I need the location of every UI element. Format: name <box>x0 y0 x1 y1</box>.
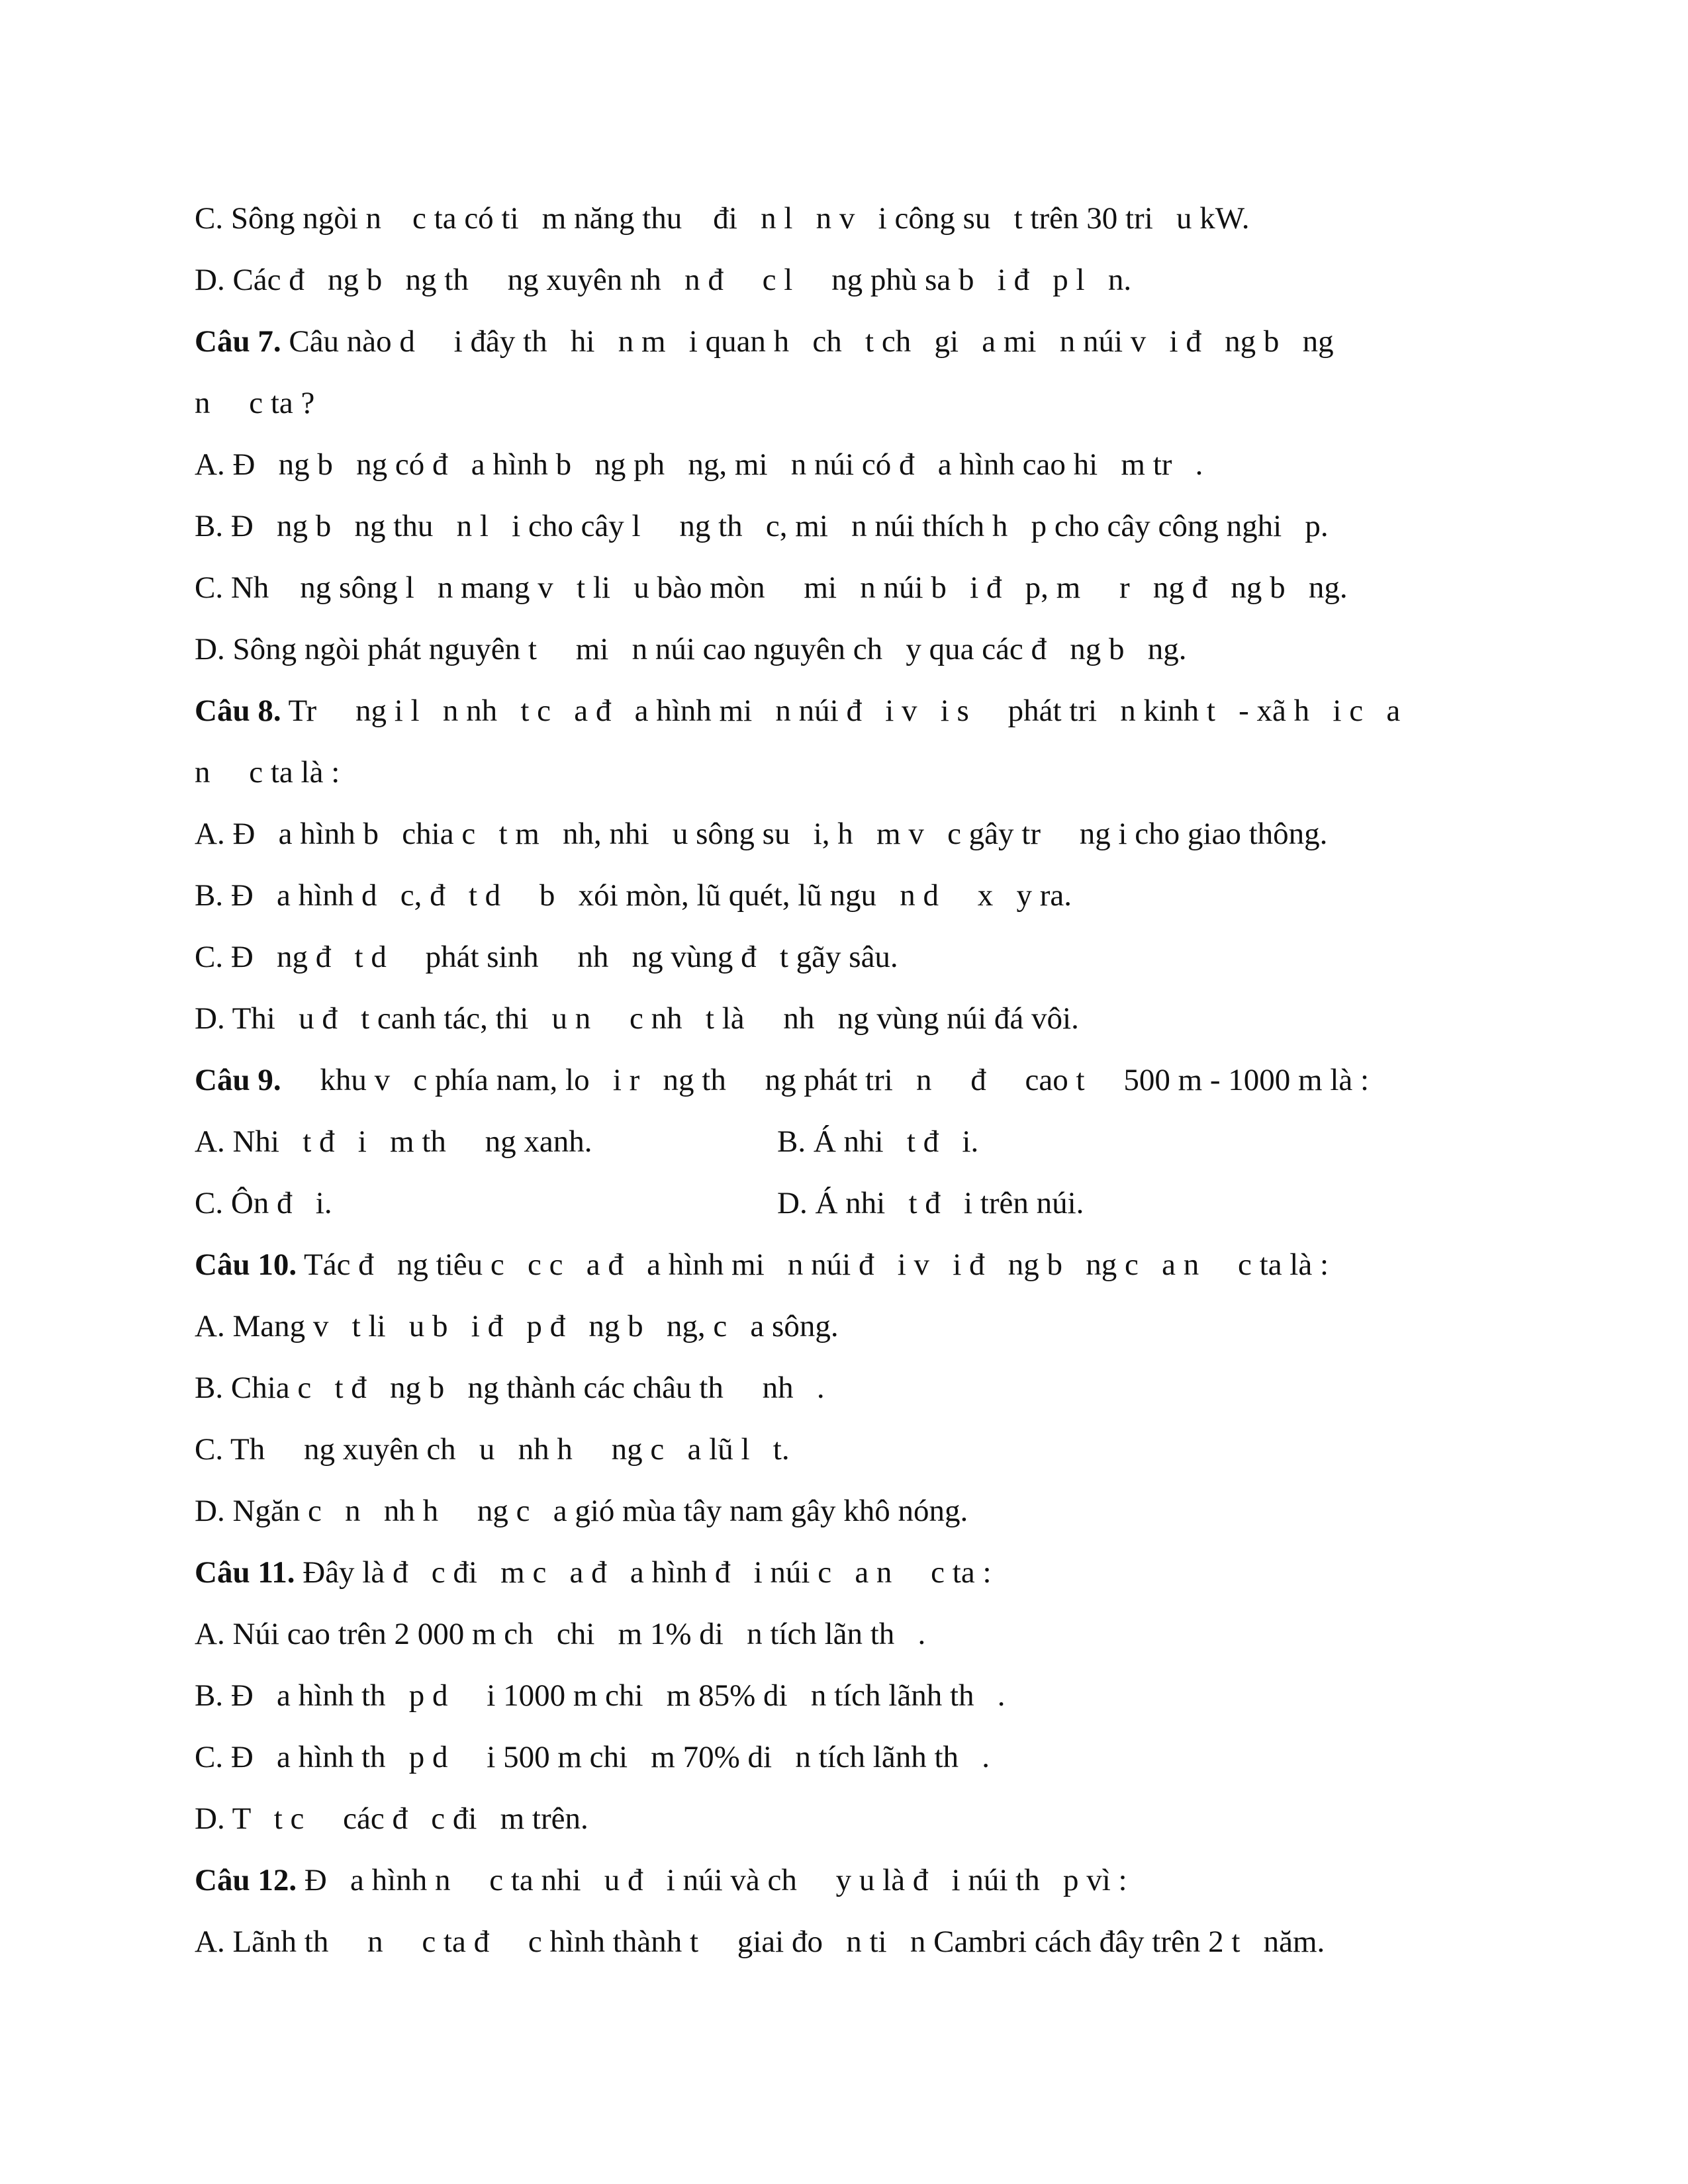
text-line <box>195 1665 1505 1727</box>
line-text: D. Các đ ng b ng th ng xuyên nh n đ c l ng phù sa b i đ p l n. <box>195 263 1132 297</box>
text-line <box>195 1911 1505 1973</box>
line-text: n c ta là : <box>195 755 340 790</box>
line-text: Tác đ ng tiêu c c c a đ a hình mi n núi đ i v i đ ng b ng c a n c ta là : <box>297 1248 1329 1282</box>
line-text: D. Ngăn c n nh h ng c a gió mùa tây nam gây khô nóng. <box>195 1494 968 1528</box>
text-line <box>195 1604 1505 1665</box>
text-line <box>195 619 1505 680</box>
line-text: D. Sông ngòi phát nguyên t mi n núi cao nguyên ch y qua các đ ng b ng. <box>195 632 1187 666</box>
text-line <box>195 1234 1505 1296</box>
text-line <box>195 1296 1505 1357</box>
option-b: B. Á nhi t đ i. <box>777 1124 979 1159</box>
question-label: Câu 7. <box>195 324 281 359</box>
line-text: A. Mang v t li u b i đ p đ ng b ng, c a sông. <box>195 1309 839 1343</box>
text-line <box>195 988 1505 1050</box>
line-text: B. Đ ng b ng thu n l i cho cây l ng th c, mi n núi thích h p cho cây công nghi p. <box>195 509 1329 543</box>
line-text: D. Thi u đ t canh tác, thi u n c nh t là nh ng vùng núi đá vôi. <box>195 1001 1079 1036</box>
line-text: B. Chia c t đ ng b ng thành các châu th nh . <box>195 1371 825 1405</box>
option-d: D. Á nhi t đ i trên núi. <box>777 1186 1084 1220</box>
line-text: B. Đ a hình th p d i 1000 m chi m 85% di n tích lãnh th . <box>195 1678 1006 1713</box>
line-text: A. Đ ng b ng có đ a hình b ng ph ng, mi n núi có đ a hình cao hi m tr . <box>195 447 1203 482</box>
line-text: khu v c phía nam, lo i r ng th ng phát tri n đ cao t 500 m - 1000 m là : <box>281 1063 1370 1097</box>
text-line <box>195 188 1505 250</box>
text-line <box>195 742 1505 803</box>
text-line <box>195 557 1505 619</box>
text-line <box>195 1419 1505 1480</box>
question-text-block <box>195 188 1505 1973</box>
text-line <box>195 803 1505 865</box>
line-text: C. Đ ng đ t d phát sinh nh ng vùng đ t gãy sâu. <box>195 940 898 974</box>
line-text: C. Th ng xuyên ch u nh h ng c a lũ l t. <box>195 1432 790 1467</box>
option-a: A. Nhi t đ i m th ng xanh. <box>195 1124 592 1159</box>
text-line <box>195 927 1505 988</box>
text-line <box>195 1788 1505 1850</box>
text-line <box>195 373 1505 434</box>
line-text: Đ a hình n c ta nhi u đ i núi và ch y u là đ i núi th p vì : <box>297 1863 1127 1897</box>
option-row <box>195 1173 1505 1234</box>
text-line <box>195 1542 1505 1604</box>
option-c: C. Ôn đ i. <box>195 1186 332 1220</box>
question-label: Câu 8. <box>195 694 281 728</box>
line-text: Đây là đ c đi m c a đ a hình đ i núi c a n c ta : <box>295 1555 992 1590</box>
text-line <box>195 1357 1505 1419</box>
text-line <box>195 1727 1505 1788</box>
line-text: C. Sông ngòi n c ta có ti m năng thu đi n l n v i công su t trên 30 tri u kW. <box>195 201 1250 236</box>
line-text: D. T t c các đ c đi m trên. <box>195 1801 588 1836</box>
text-line <box>195 250 1505 311</box>
question-label: Câu 12. <box>195 1863 297 1897</box>
question-label: Câu 10. <box>195 1248 297 1282</box>
text-line <box>195 1480 1505 1542</box>
question-label: Câu 9. <box>195 1063 281 1097</box>
line-text: B. Đ a hình d c, đ t d b xói mòn, lũ quét, lũ ngu n d x y ra. <box>195 878 1072 913</box>
line-text: A. Đ a hình b chia c t m nh, nhi u sông su i, h m v c gây tr ng i cho giao thông. <box>195 817 1328 851</box>
question-label: Câu 11. <box>195 1555 295 1590</box>
line-text: C. Nh ng sông l n mang v t li u bào mòn mi n núi b i đ p, m r ng đ ng b ng. <box>195 570 1348 605</box>
text-line <box>195 434 1505 496</box>
text-line <box>195 1050 1505 1111</box>
text-line <box>195 865 1505 927</box>
line-text: A. Núi cao trên 2 000 m ch chi m 1% di n tích lãn th . <box>195 1617 926 1651</box>
line-text: Tr ng i l n nh t c a đ a hình mi n núi đ i v i s phát tri n kinh t - xã h i c a <box>281 694 1401 728</box>
option-row <box>195 1111 1505 1173</box>
text-line <box>195 496 1505 557</box>
text-line <box>195 1850 1505 1911</box>
line-text: C. Đ a hình th p d i 500 m chi m 70% di n tích lãnh th . <box>195 1740 990 1774</box>
line-text: Câu nào d i đây th hi n m i quan h ch t ch gi a mi n núi v i đ ng b ng <box>281 324 1334 359</box>
text-line <box>195 680 1505 742</box>
line-text: n c ta ? <box>195 386 315 420</box>
text-line <box>195 311 1505 373</box>
line-text: A. Lãnh th n c ta đ c hình thành t giai đo n ti n Cambri cách đây trên 2 t năm. <box>195 1925 1325 1959</box>
